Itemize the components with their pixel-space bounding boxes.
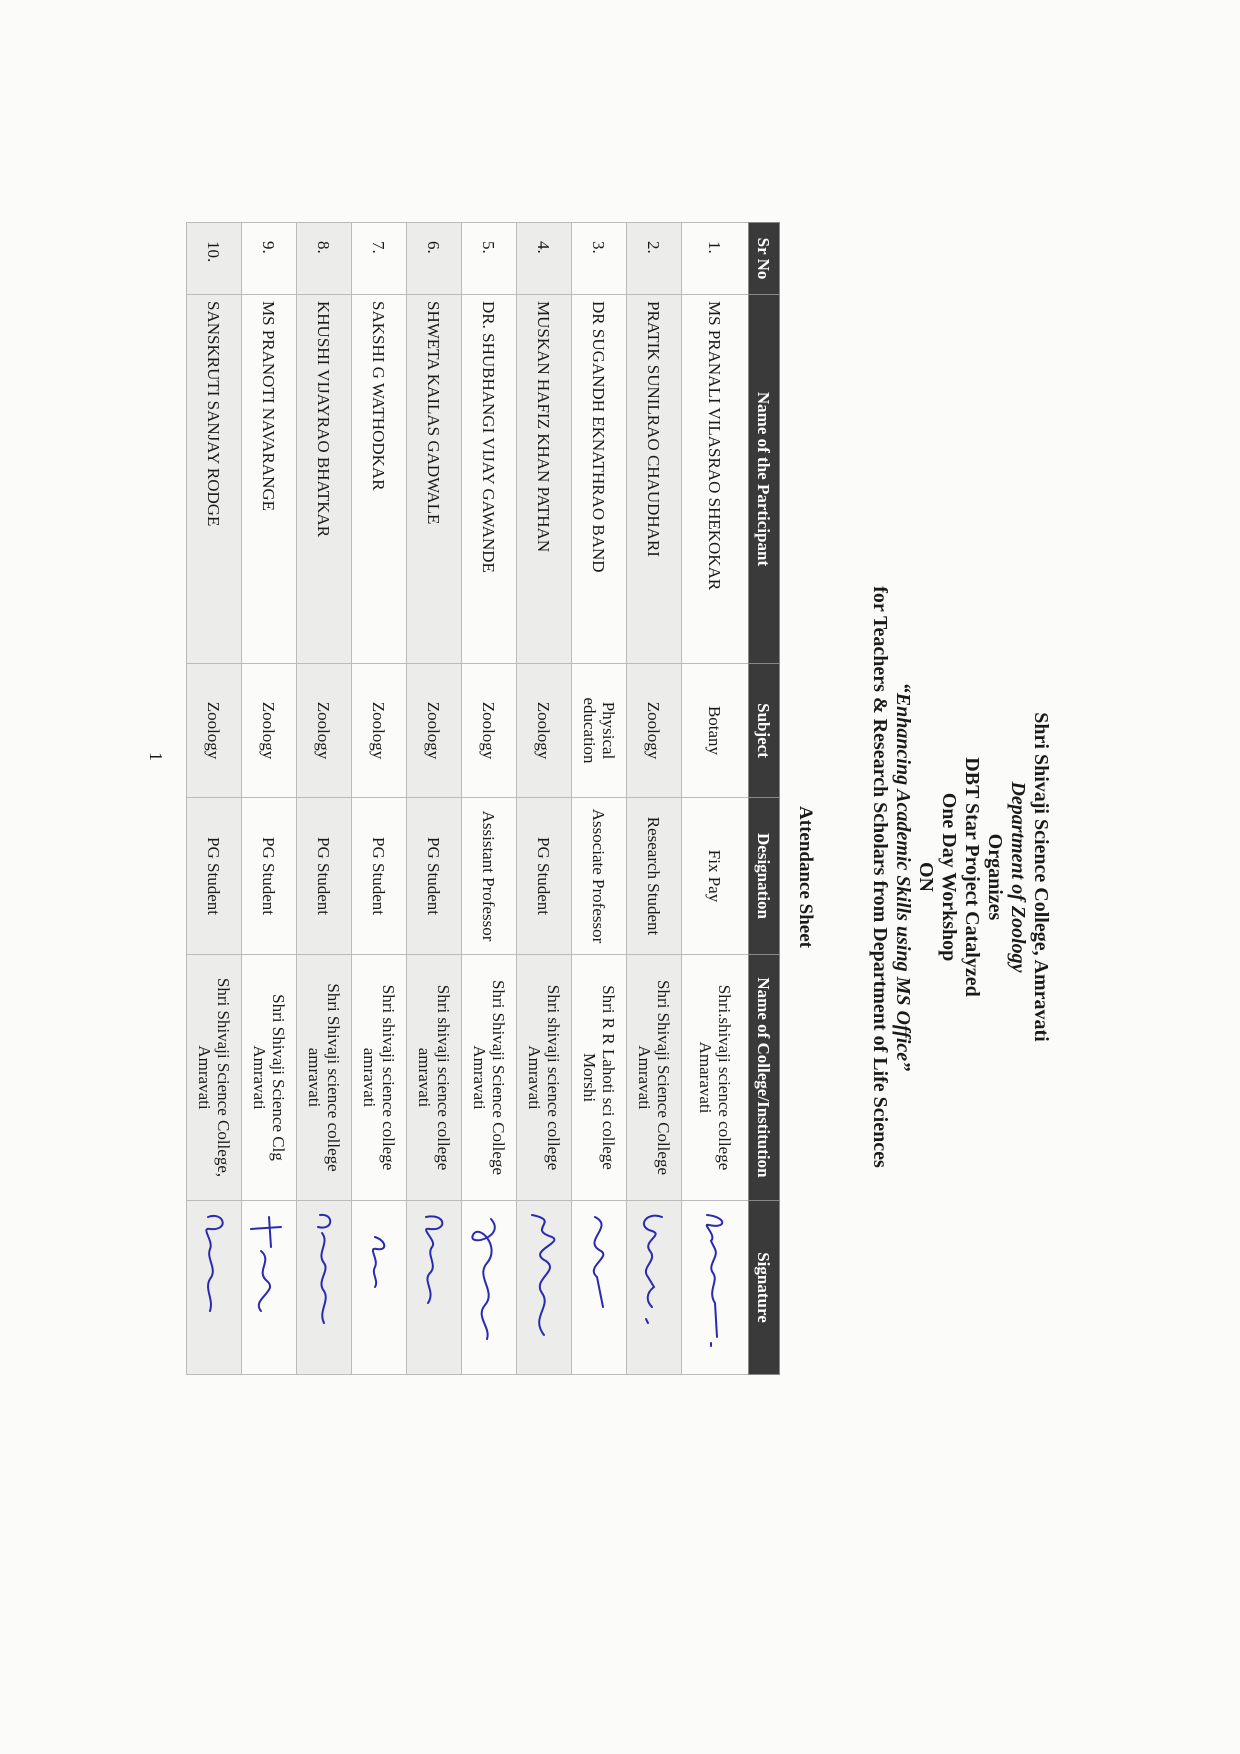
- table-row: [242, 223, 297, 1375]
- signature-cell: [187, 1201, 242, 1375]
- column-header-signature: Signature: [749, 1201, 780, 1375]
- designation-cell: Fix Pay: [682, 798, 749, 955]
- table-row: [297, 223, 352, 1375]
- college-cell: Shri Shivaji science college amravati: [297, 955, 352, 1201]
- signature-cell: [352, 1201, 407, 1375]
- sr-cell: 9.: [242, 223, 297, 295]
- signature-cell: [682, 1201, 749, 1375]
- handwritten-signature: [357, 1207, 401, 1357]
- table-header-row: [749, 223, 780, 1375]
- signature-cell: [242, 1201, 297, 1375]
- participant-name-cell: DR. SHUBHANGI VIJAY GAWANDE: [462, 295, 517, 664]
- participant-name-cell: SAKSHI G WATHODKAR: [352, 295, 407, 664]
- subject-cell: Zoology: [187, 664, 242, 798]
- audience-text: for Teachers & Research Scholars from Department of Life Sciences: [869, 586, 891, 1168]
- project-name: DBT Star Project Catalyzed: [961, 757, 983, 997]
- table-row: [187, 223, 242, 1375]
- participant-name-cell: KHUSHI VIJAYRAO BHATKAR: [297, 295, 352, 664]
- sr-cell: 3.: [572, 223, 627, 295]
- college-name: Shri Shivaji Science College, Amravati: [1030, 712, 1052, 1042]
- college-cell: Shri R R Lahoti sci college Morshi: [572, 955, 627, 1201]
- college-cell: Shri shivaji science college Amravati: [517, 955, 572, 1201]
- signature-cell: [462, 1201, 517, 1375]
- signature-cell: [407, 1201, 462, 1375]
- table-row: [517, 223, 572, 1375]
- on-text: ON: [915, 862, 937, 892]
- table-row: [462, 223, 517, 1375]
- participant-name-cell: MS PRANALI VILASRAO SHEKOKAR: [682, 295, 749, 664]
- designation-cell: Research Student: [627, 798, 682, 955]
- college-cell: Shri Shivaji Science College, Amravati: [187, 955, 242, 1201]
- handwritten-signature: [467, 1207, 511, 1357]
- designation-cell: PG Student: [517, 798, 572, 955]
- designation-cell: Assistant Professor: [462, 798, 517, 955]
- participant-name-cell: MUSKAN HAFIZ KHAN PATHAN: [517, 295, 572, 664]
- sr-cell: 10.: [187, 223, 242, 295]
- handwritten-signature: [522, 1207, 566, 1357]
- page-number: 1: [146, 752, 166, 761]
- table-row: [407, 223, 462, 1375]
- handwritten-signature: [247, 1207, 291, 1357]
- participant-name-cell: SHWETA KAILAS GADWALE: [407, 295, 462, 664]
- handwritten-signature: [632, 1207, 676, 1357]
- subject-cell: Physical education: [572, 664, 627, 798]
- sr-cell: 4.: [517, 223, 572, 295]
- document-header: [868, 0, 1052, 1754]
- sr-cell: 7.: [352, 223, 407, 295]
- handwritten-signature: [577, 1207, 621, 1357]
- designation-cell: PG Student: [297, 798, 352, 955]
- subject-cell: Zoology: [297, 664, 352, 798]
- column-header-subject: Subject: [749, 664, 780, 798]
- designation-cell: Associate Professor: [572, 798, 627, 955]
- table-row: [682, 223, 749, 1375]
- sr-cell: 8.: [297, 223, 352, 295]
- subject-cell: Zoology: [462, 664, 517, 798]
- column-header-designation: Designation: [749, 798, 780, 955]
- column-header-sr: Sr No: [749, 223, 780, 295]
- participant-name-cell: PRATIK SUNILRAO CHAUDHARI: [627, 295, 682, 664]
- designation-cell: PG Student: [407, 798, 462, 955]
- sr-cell: 1.: [682, 223, 749, 295]
- subject-cell: Zoology: [407, 664, 462, 798]
- participant-name-cell: DR SUGANDH EKNATHRAO BAND: [572, 295, 627, 664]
- table-row: [352, 223, 407, 1375]
- college-cell: Shri Shivaji Science College Amravati: [627, 955, 682, 1201]
- column-header-name: Name of the Participant: [749, 295, 780, 664]
- department-name: Department of Zoology: [1007, 781, 1029, 973]
- signature-cell: [572, 1201, 627, 1375]
- college-cell: Shri shivaji science college amravati: [407, 955, 462, 1201]
- event-type: One Day Workshop: [938, 792, 960, 962]
- subject-cell: Botany: [682, 664, 749, 798]
- table-row: [572, 223, 627, 1375]
- subject-cell: Zoology: [627, 664, 682, 798]
- handwritten-signature: [412, 1207, 456, 1357]
- handwritten-signature: [302, 1207, 346, 1357]
- designation-cell: PG Student: [242, 798, 297, 955]
- subject-cell: Zoology: [352, 664, 407, 798]
- subject-cell: Zoology: [242, 664, 297, 798]
- subject-cell: Zoology: [517, 664, 572, 798]
- sr-cell: 5.: [462, 223, 517, 295]
- college-cell: Shri.shivaji science college Amaravati: [682, 955, 749, 1201]
- handwritten-signature: [693, 1207, 737, 1357]
- designation-cell: PG Student: [187, 798, 242, 955]
- table-row: [627, 223, 682, 1375]
- college-cell: Shri shivaji science college amravati: [352, 955, 407, 1201]
- signature-cell: [297, 1201, 352, 1375]
- sr-cell: 2.: [627, 223, 682, 295]
- signature-cell: [517, 1201, 572, 1375]
- participant-name-cell: MS PRANOTI NAVARANGE: [242, 295, 297, 664]
- column-header-college: Name of College/Institution: [749, 955, 780, 1201]
- college-cell: Shri Shivaji Science College Amravati: [462, 955, 517, 1201]
- college-cell: Shri Shivaji Science Clg Amravati: [242, 955, 297, 1201]
- organizes-text: Organizes: [984, 833, 1006, 921]
- attendance-table: [186, 222, 780, 1375]
- participant-name-cell: SANSKRUTI SANJAY RODGE: [187, 295, 242, 664]
- sheet-title: Attendance Sheet: [795, 806, 816, 948]
- signature-cell: [627, 1201, 682, 1375]
- designation-cell: PG Student: [352, 798, 407, 955]
- workshop-title: “Enhancing Academic Skills using MS Office”: [892, 682, 914, 1072]
- sr-cell: 6.: [407, 223, 462, 295]
- handwritten-signature: [192, 1207, 236, 1357]
